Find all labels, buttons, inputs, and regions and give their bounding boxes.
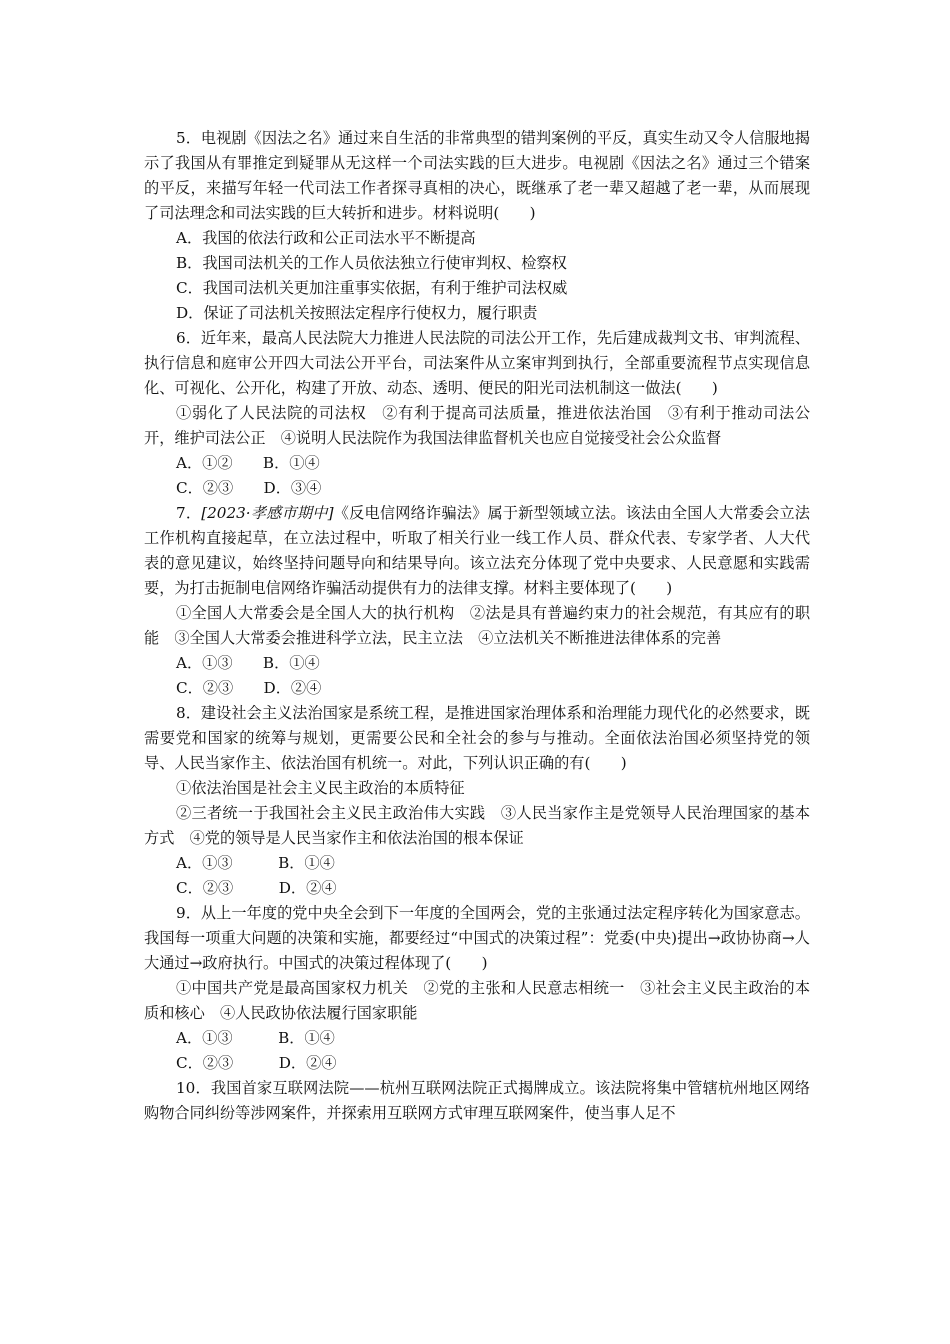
question-6-stem: 6．近年来，最高人民法院大力推进人民法院的司法公开工作，先后建成裁判文书、审判流程、执行信息和庭审公开四大司法公开平台，司法案件从立案审判到执行，全部重要流程节点实现信息化、可视化、公开化，构建了开放、动态、透明、便民的阳光司法机制这一做法( ) <box>144 329 810 397</box>
question-7-choices-cd: C．②③ D．②④ <box>176 679 322 697</box>
question-9-stem: 9．从上一年度的党中央全会到下一年度的全国两会，党的主张通过法定程序转化为国家意志。我国每一项重大问题的决策和实施，都要经过“中国式的决策过程”：党委(中央)提出→政协协商→人大通过→政府执行。中国式的决策过程体现了( ) <box>144 904 810 972</box>
question-5-option-a: A．我国的依法行政和公正司法水平不断提高 <box>176 229 476 247</box>
question-7-text: 《反电信网络诈骗法》属于新型领域立法。该法由全国人大常委会立法工作机构直接起草，在立法过程中，听取了相关行业一线工作人员、群众代表、专家学者、人大代表的意见建议，始终坚持问题导向和结果导向。该立法充分体现了党中央要求、人民意愿和实践需要，为打击扼制电信网络诈骗活动提供有力的法律支撑。材料主要体现了( ) <box>144 504 810 597</box>
question-7-stem <box>144 501 810 601</box>
question-8-choices-cd: C．②③ D．②④ <box>176 879 337 897</box>
question-8-statements: ②三者统一于我国社会主义民主政治伟大实践 ③人民当家作主是党领导人民治理国家的基本方式 ④党的领导是人民当家作主和依法治国的根本保证 <box>144 804 810 847</box>
question-7-number: 7． <box>176 504 202 522</box>
question-7-statements: ①全国人大常委会是全国人大的执行机构 ②法是具有普遍约束力的社会规范，有其应有的职能 ③全国人大常委会推进科学立法，民主立法 ④立法机关不断推进法律体系的完善 <box>144 604 810 647</box>
question-8-choices-ab: A．①③ B．①④ <box>176 854 335 872</box>
question-5-option-c: C．我国司法机关更加注重事实依据，有利于维护司法权威 <box>176 279 568 297</box>
question-9-choices-ab: A．①③ B．①④ <box>176 1029 335 1047</box>
question-5-option-d: D．保证了司法机关按照法定程序行使权力，履行职责 <box>176 304 538 322</box>
question-5-stem: 5．电视剧《因法之名》通过来自生活的非常典型的错判案例的平反，真实生动又令人信服地揭示了我国从有罪推定到疑罪从无这样一个司法实践的巨大进步。电视剧《因法之名》通过三个错案的平反，来描写年轻一代司法工作者探寻真相的决心，既继承了老一辈又超越了老一辈，从而展现了司法理念和司法实践的巨大转折和进步。材料说明( ) <box>144 129 810 222</box>
question-6-choices-ab: A．①② B．①④ <box>176 454 320 472</box>
question-8-stem: 8．建设社会主义法治国家是系统工程，是推进国家治理体系和治理能力现代化的必然要求，既需要党和国家的统筹与规划，更需要公民和全社会的参与与推动。全面依法治国必须坚持党的领导、人民当家作主、依法治国有机统一。对此，下列认识正确的有( ) <box>144 704 810 772</box>
question-9-statements: ①中国共产党是最高国家权力机关 ②党的主张和人民意志相统一 ③社会主义民主政治的本质和核心 ④人民政协依法履行国家职能 <box>144 979 810 1022</box>
question-6-choices-cd: C．②③ D．③④ <box>176 479 322 497</box>
question-5-option-b: B．我国司法机关的工作人员依法独立行使审判权、检察权 <box>176 254 567 272</box>
question-10-stem: 10．我国首家互联网法院——杭州互联网法院正式揭牌成立。该法院将集中管辖杭州地区网络购物合同纠纷等涉网案件，并探索用互联网方式审理互联网案件，使当事人足不 <box>144 1079 810 1122</box>
question-8-statement-1: ①依法治国是社会主义民主政治的本质特征 <box>176 779 465 797</box>
question-7-choices-ab: A．①③ B．①④ <box>176 654 320 672</box>
question-9-choices-cd: C．②③ D．②④ <box>176 1054 337 1072</box>
question-6-statements: ①弱化了人民法院的司法权 ②有利于提高司法质量，推进依法治国 ③有利于推动司法公开，维护司法公正 ④说明人民法院作为我国法律监督机关也应自觉接受社会公众监督 <box>144 404 810 447</box>
question-7-source: [2023·孝感市期中] <box>201 504 334 522</box>
